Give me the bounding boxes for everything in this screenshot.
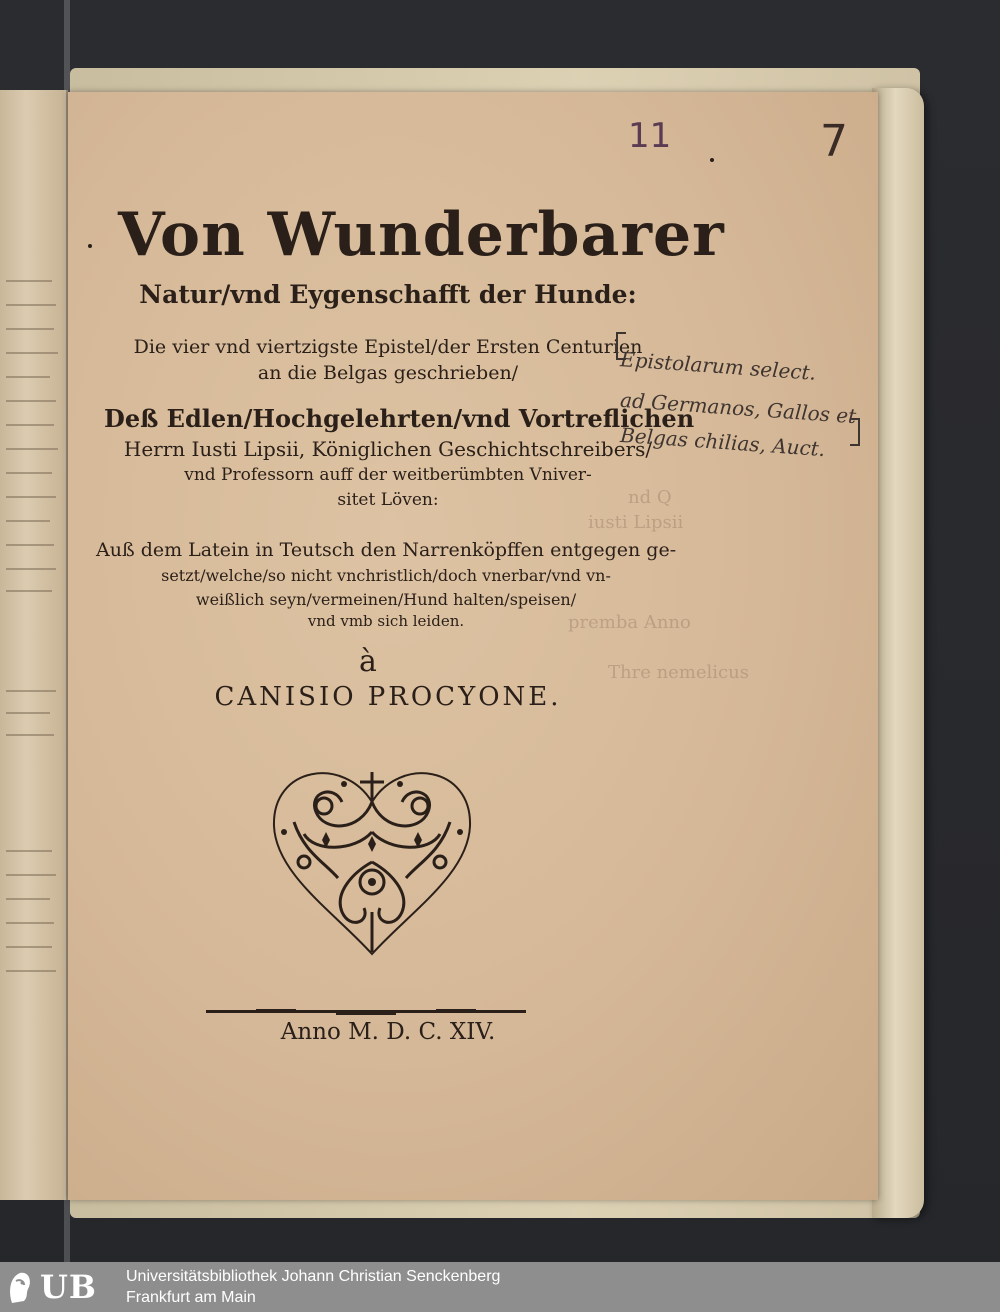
pencil-shelfmark: 11 — [628, 116, 672, 156]
ub-logo-text: UB — [40, 1268, 97, 1306]
title-subtitle: Natur/vnd Eygenschafft der Hunde: — [139, 280, 637, 309]
library-footer — [0, 1262, 1000, 1312]
pencil-page-number: 7 — [820, 116, 848, 167]
ink-dot — [88, 244, 92, 248]
manuscript-note-line-1: Epistolarum select. — [619, 347, 817, 385]
translation-line-2: setzt/welche/so nicht vnchristlich/doch vnerbar/vnd vn- — [161, 566, 611, 585]
preposition-a: à — [359, 644, 377, 679]
decorative-rule — [206, 1009, 526, 1015]
author-line-4: sitet Löven: — [337, 490, 439, 510]
author-line-1: Deß Edlen/Hochgelehrten/vnd Vortreflichen — [104, 404, 695, 433]
adjacent-page-edge — [0, 90, 68, 1200]
library-name: Universitätsbibliothek Johann Christian Senckenberg — [126, 1268, 501, 1285]
manuscript-bracket-close — [850, 418, 860, 446]
pencil-dot — [710, 158, 714, 162]
translation-line-4: vnd vmb sich leiden. — [307, 612, 465, 630]
show-through: nd Q — [628, 487, 672, 508]
manuscript-note-line-2: ad Germanos, Gallos et — [619, 387, 858, 429]
manuscript-note-line-3: Belgas chilias, Auct. — [619, 422, 826, 462]
library-location: Frankfurt am Main — [126, 1289, 256, 1306]
show-through: Thre nemelicus — [608, 662, 749, 683]
translation-line-3: weißlich seyn/vermeinen/Hund halten/speisen/ — [195, 590, 577, 609]
author-line-3: vnd Professorn auff der weitberümbten Vniver- — [184, 465, 592, 485]
show-through: premba Anno — [568, 612, 691, 633]
ub-logo — [2, 1266, 116, 1308]
translation-line-1: Auß dem Latein in Teutsch den Narrenköpffen entgegen ge- — [96, 539, 677, 561]
author-line-2: Herrn Iusti Lipsii, Königlichen Geschichtschreibers/ — [123, 437, 653, 461]
title-main: Von Wunderbarer — [118, 200, 725, 270]
epistle-line-2: an die Belgas geschrieben/ — [257, 362, 519, 384]
title-page — [68, 92, 878, 1200]
imprint-year: Anno M. D. C. XIV. — [280, 1019, 496, 1045]
senckenberg-portrait-icon — [2, 1267, 36, 1307]
epistle-line-1: Die vier vnd viertzigste Epistel/der Ersten Centurien — [133, 336, 643, 358]
show-through: iusti Lipsii — [588, 512, 684, 533]
pseudonym: CANISIO PROCYONE. — [214, 682, 562, 712]
vellum-cover-edge — [872, 88, 924, 1218]
heart-ornament-icon — [264, 762, 480, 958]
